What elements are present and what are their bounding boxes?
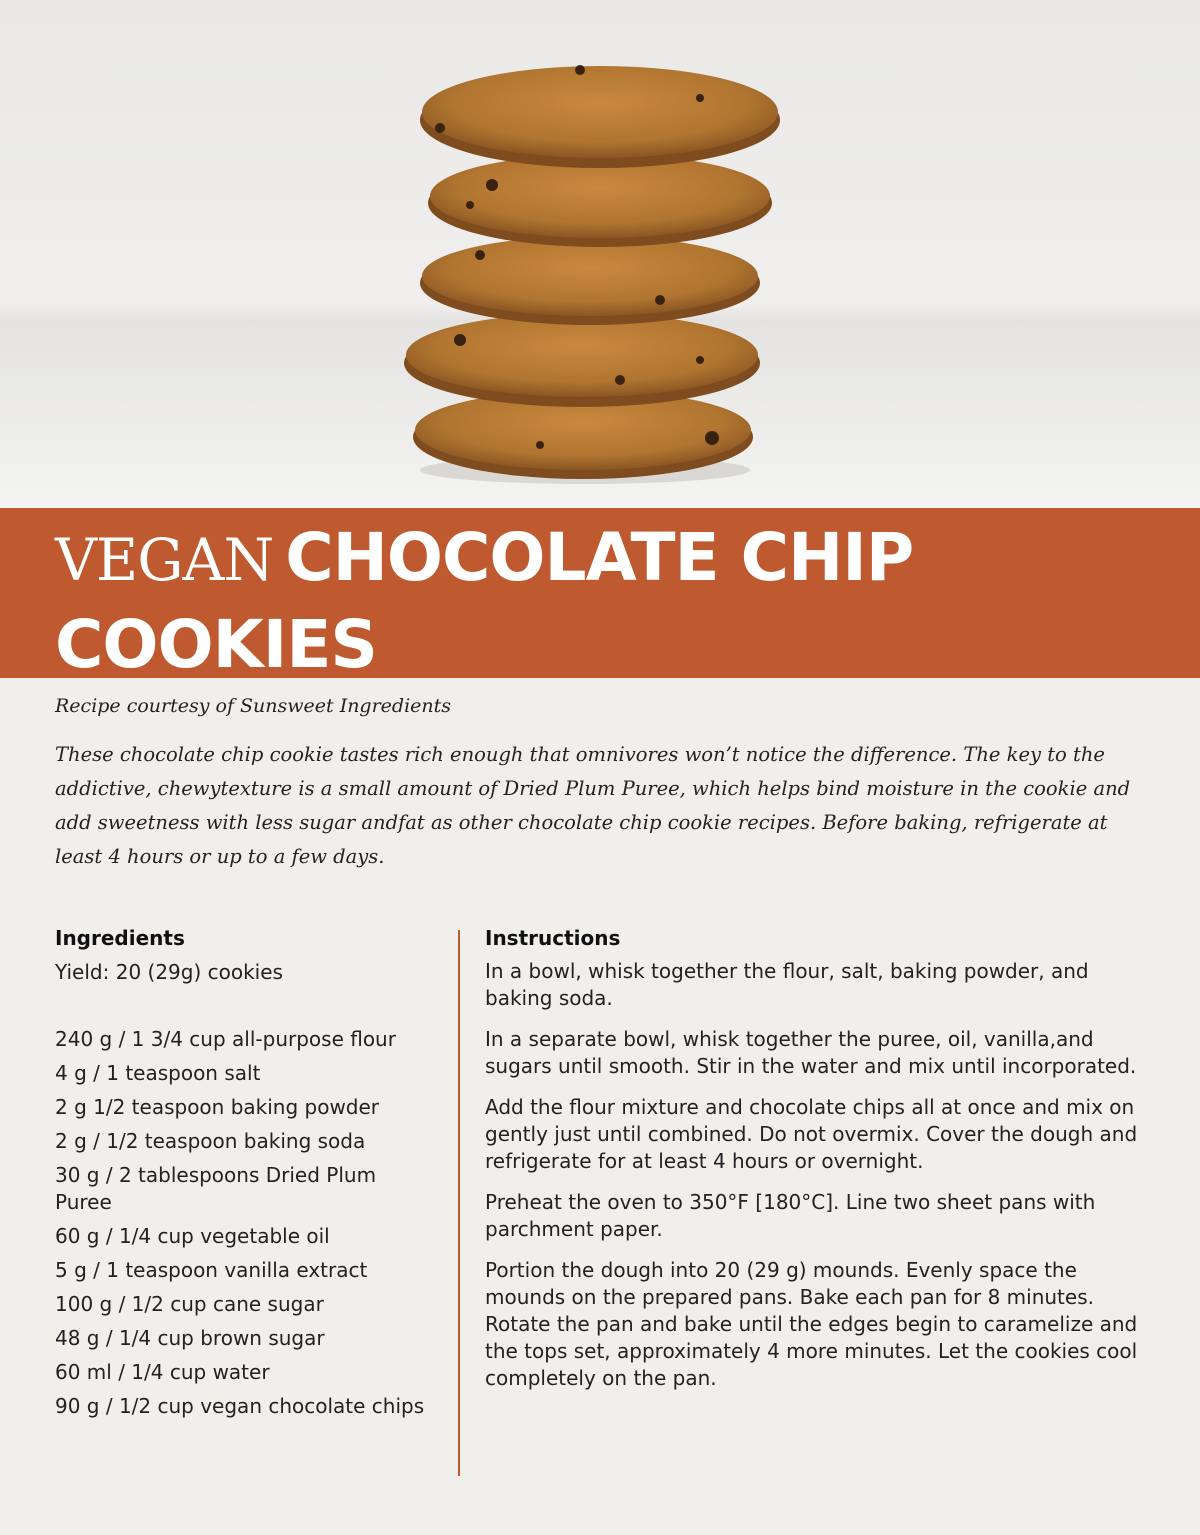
ingredient-item: 90 g / 1/2 cup vegan chocolate chips	[55, 1394, 425, 1418]
ingredient-item: 48 g / 1/4 cup brown sugar	[55, 1326, 325, 1350]
ingredient-item: 5 g / 1 teaspoon vanilla extract	[55, 1258, 368, 1282]
ingredient-item: 2 g / 1/2 teaspoon baking soda	[55, 1129, 366, 1153]
title-line1: CHOCOLATE CHIP	[285, 519, 914, 596]
cookie-1	[420, 65, 780, 168]
recipe-title	[55, 520, 1165, 694]
ingredient-item: 2 g 1/2 teaspoon baking powder	[55, 1095, 380, 1119]
recipe-intro: These chocolate chip cookie tastes rich enough that omnivores won’t notice the difference. The key to the addictive, chewytexture is a small amount of Dried Plum Puree, which helps bind moisture in the cookie and add sweetness with less sugar andfat as other chocolate chip cookie recipes. Before baking, refrigerate at least 4 hours or up to a few days.	[55, 743, 1131, 868]
cookie-3	[420, 236, 760, 325]
instruction-step: Add the flour mixture and chocolate chips all at once and mix on gently just until combined. Do not overmix. Cover the dough and refrigerate for at least 4 hours or overnight.	[485, 1095, 1138, 1173]
ingredient-item: 30 g / 2 tablespoons Dried Plum Puree	[55, 1163, 377, 1214]
cookie-4	[404, 313, 760, 407]
yield-text: Yield: 20 (29g) cookies	[55, 960, 283, 984]
instruction-step: Portion the dough into 20 (29 g) mounds. Evenly space the mounds on the prepared pans. Bake each pan for 8 minutes. Rotate the pan and bake until the edges begin to caramelize and the tops set, approximately 4 more minutes. Let the cookies cool completely on the pan.	[485, 1258, 1138, 1390]
ingredient-item: 240 g / 1 3/4 cup all-purpose flour	[55, 1027, 396, 1051]
ingredient-item: 60 ml / 1/4 cup water	[55, 1360, 270, 1384]
title-vegan: VEGAN	[55, 526, 274, 594]
cookie-stack-illustration	[0, 0, 1200, 508]
recipe-credit: Recipe courtesy of Sunsweet Ingredients	[55, 695, 452, 717]
ingredients-section	[55, 926, 435, 1427]
ingredients-list	[55, 1026, 435, 1420]
instructions-section	[485, 926, 1155, 1406]
column-divider	[458, 930, 460, 1476]
ingredient-item: 100 g / 1/2 cup cane sugar	[55, 1292, 324, 1316]
ingredient-item: 60 g / 1/4 cup vegetable oil	[55, 1224, 330, 1248]
instructions-heading: Instructions	[485, 926, 621, 950]
title-line2: COOKIES	[55, 606, 377, 683]
instruction-step: In a separate bowl, whisk together the puree, oil, vanilla,and sugars until smooth. Stir in the water and mix until incorporated.	[485, 1027, 1137, 1078]
hero-photo	[0, 0, 1200, 508]
ingredients-heading: Ingredients	[55, 926, 185, 950]
ingredient-item: 4 g / 1 teaspoon salt	[55, 1061, 261, 1085]
instruction-step: In a bowl, whisk together the flour, salt, baking powder, and baking soda.	[485, 959, 1089, 1010]
instruction-step: Preheat the oven to 350°F [180°C]. Line two sheet pans with parchment paper.	[485, 1190, 1096, 1241]
